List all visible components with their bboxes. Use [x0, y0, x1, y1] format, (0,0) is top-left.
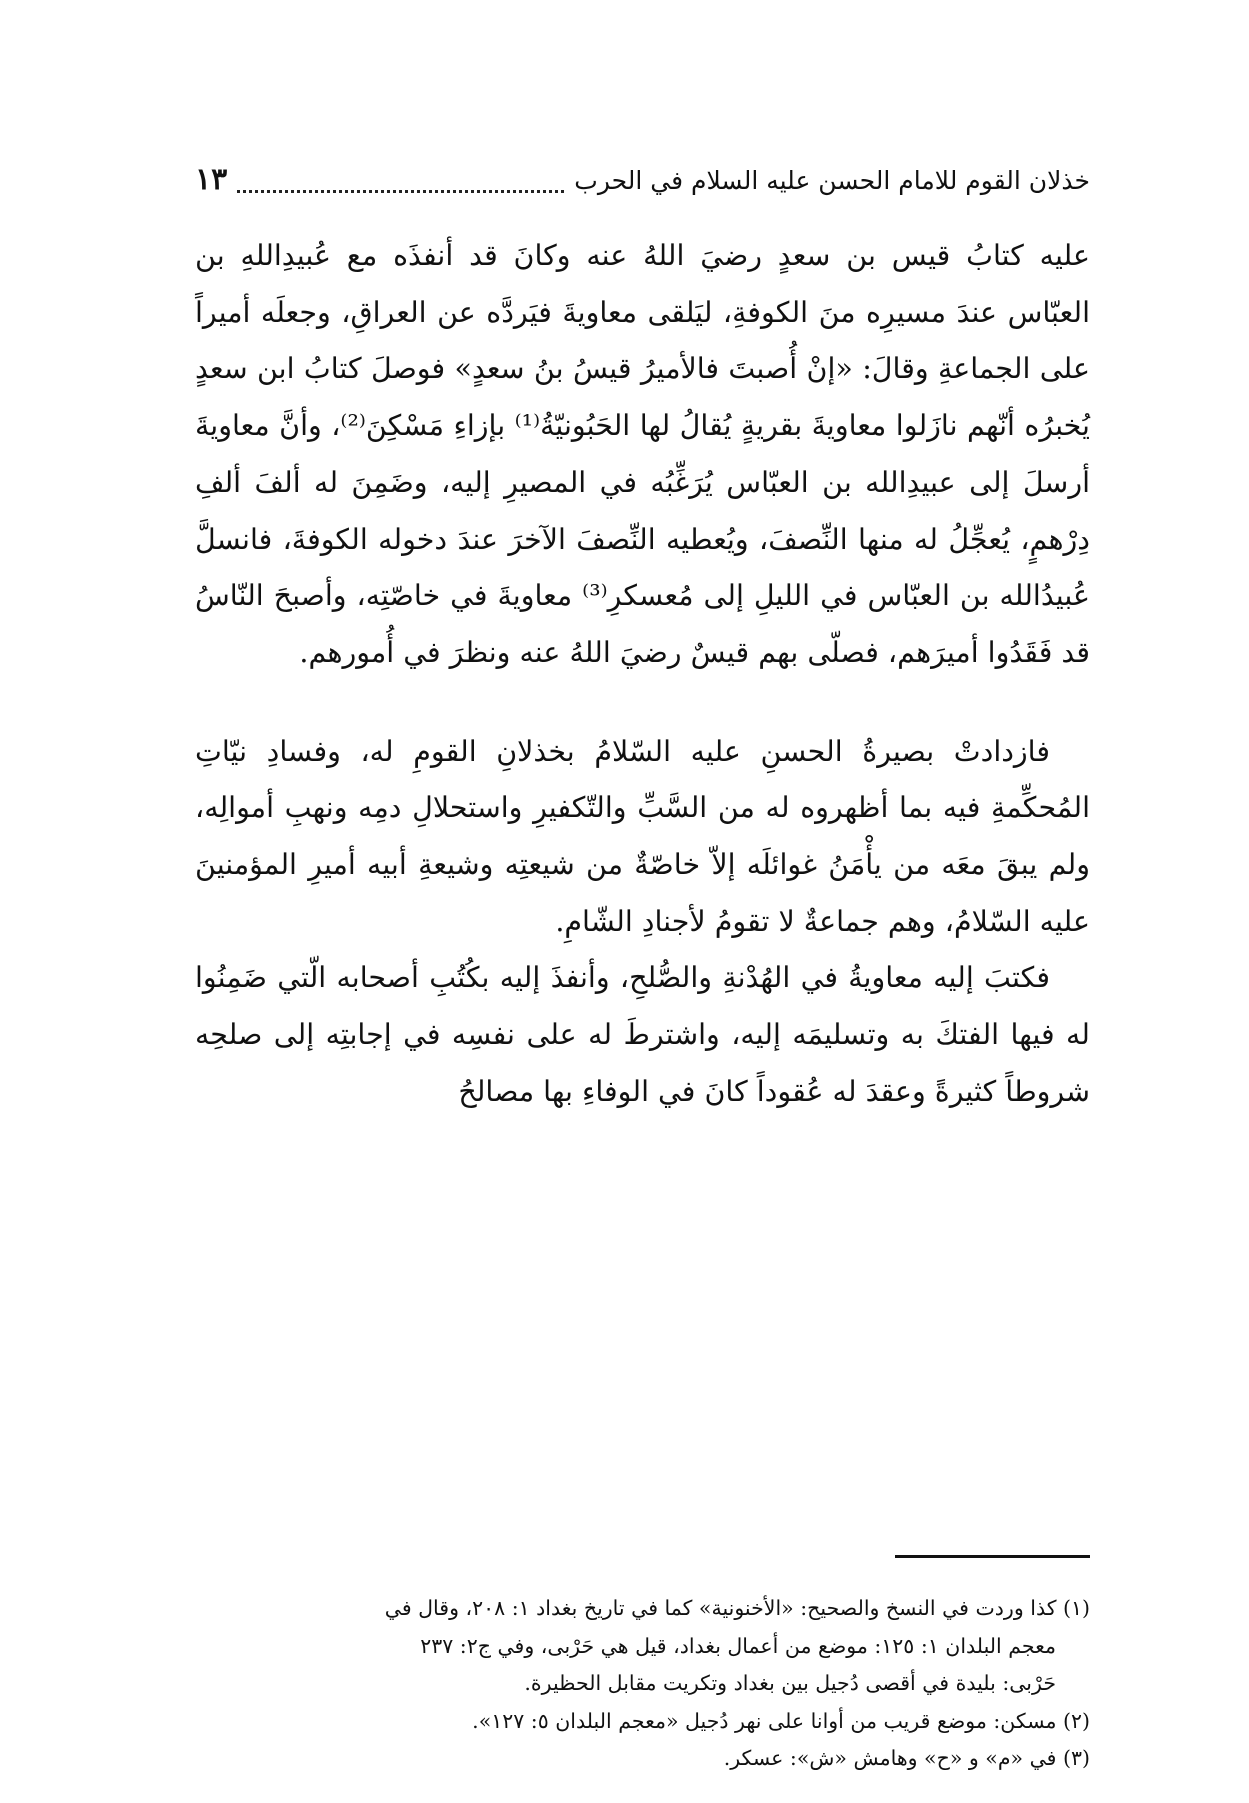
footnote-2: (٢) مسكن: موضع قريب من أوانا على نهر دُجيل «معجم البلدان ٥: ١٢٧».: [472, 1708, 1090, 1733]
footnote-1-line-2: معجم البلدان ١: ١٢٥: موضع من أعمال بغداد، قيل هي حَرْبى، وفي ج٢: ٢٣٧: [420, 1633, 1056, 1658]
paragraph-2: فازدادتْ بصيرةُ الحسنِ عليه السّلامُ بخذلانِ القومِ له، وفسادِ نيّاتِ المُحكِّمةِ فيه بما أظهروه له من السَّبِّ والتّكفيرِ واستحلالِ دمِه ونهبِ أموالِه، ولم يبقَ معَه من يأْمَنُ غوائلَه إلاّ خاصّةٌ من شيعتِه وشيعةِ أبيه أميرِ المؤمنينَ عليه السّلامُ، وهم جماعةٌ لا تقومُ لأجنادِ الشّامِ.: [195, 734, 1090, 938]
running-header: [195, 162, 1090, 206]
main-text: [195, 228, 1090, 1121]
footnote-separator: [895, 1555, 1090, 1558]
page-number: ١٣: [195, 162, 228, 197]
footnote-3: (٣) في «م» و «ح» وهامش «ش»: عسكر.: [723, 1746, 1090, 1770]
header-title: خذلان القوم للامام الحسن عليه السلام في الحرب: [574, 166, 1090, 195]
footnote-1-line-3: حَرْبى: بليدة في أقصى دُجيل بين بغداد وتكريت مقابل الحظيرة.: [524, 1671, 1056, 1695]
paragraph-1: عليه كتابُ قيس بن سعدٍ رضيَ اللهُ عنه وكانَ قد أنفذَه مع عُبيدِاللهِ بن العبّاس عندَ مسيرِه منَ الكوفةِ، ليَلقى معاويةَ فيَردَّه عن العراقِ، وجعلَه أميراً على الجماعةِ وقالَ: «إنْ أُصبتَ فالأميرُ قيسُ بنُ سعدٍ» فوصلَ كتابُ ابن سعدٍ يُخبرُه أنّهم نازَلوا معاويةَ بقريةٍ يُقالُ لها الحَبُونيّةُ⁽¹⁾ بإزاءِ مَسْكِنَ⁽²⁾، وأنَّ معاويةَ أرسلَ إلى عبيدِالله بن العبّاس يُرَغِّبُه في المصيرِ إليه، وضَمِنَ له ألفَ ألفِ دِرْهمٍ، يُعجِّلُ له منها النِّصفَ، ويُعطيه النِّصفَ الآخرَ عندَ دخوله الكوفةَ، فانسلَّ عُبيدُالله بن العبّاس في الليلِ إلى مُعسكرِ⁽³⁾ معاويةَ في خاصّتِه، وأصبحَ النّاسُ قد فَقَدُوا أميرَهم، فصلّى بهم قيسٌ رضيَ اللهُ عنه ونظرَ في أُمورهم.: [195, 239, 1091, 669]
paragraph-3: فكتبَ إليه معاويةُ في الهُدْنةِ والصُّلحِ، وأنفذَ إليه بكُتُبِ أصحابه الّتي ضَمِنُوا له فيها الفتكَ به وتسليمَه إليه، واشترطَ له على نفسِه في إجابتِه إلى صلحِه شروطاً كثيرةً وعقدَ له عُقوداً كانَ في الوفاءِ بها مصالحُ: [195, 961, 1090, 1108]
footnote-1-line-1: (١) كذا وردت في النسخ والصحيح: «الأخنونية» كما في تاريخ بغداد ١: ٢٠٨، وقال في: [384, 1596, 1090, 1620]
footnotes: [195, 1590, 1090, 1778]
header-dot-leader: [237, 176, 564, 193]
